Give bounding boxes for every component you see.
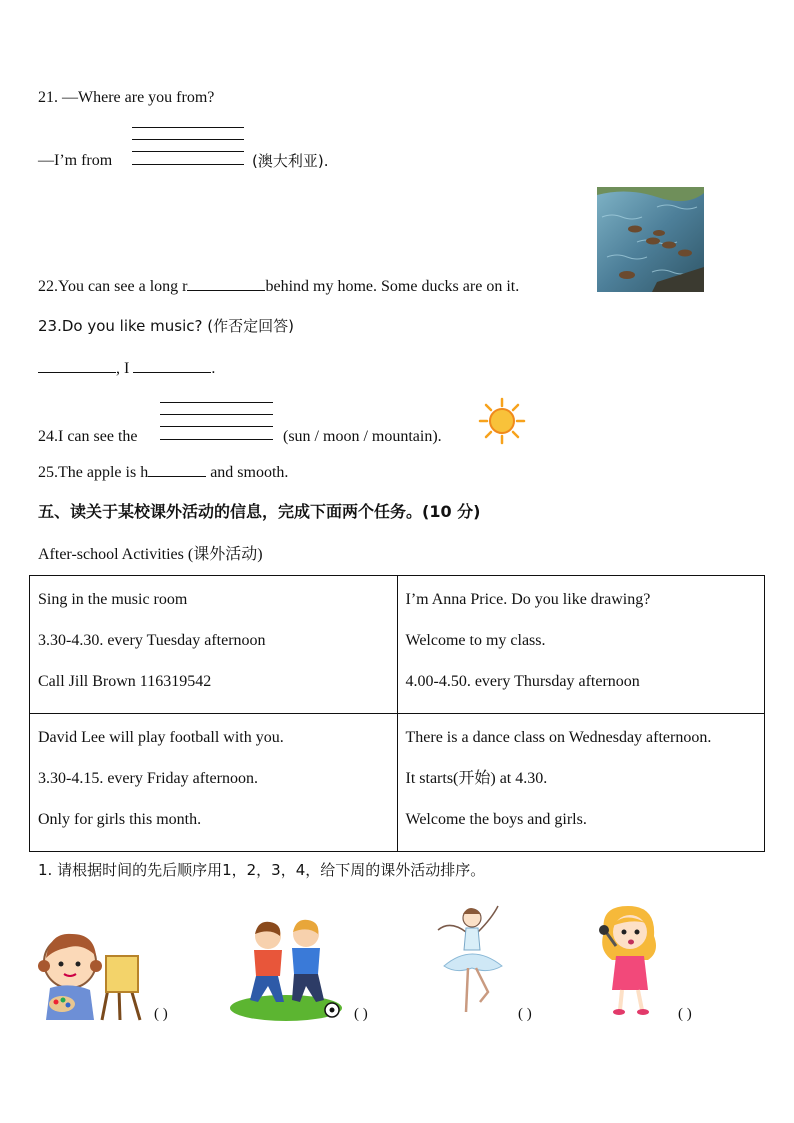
cell-line: Welcome the boys and girls. bbox=[405, 811, 587, 828]
q24-guide-line-3 bbox=[160, 426, 273, 427]
cell-line: Welcome to my class. bbox=[405, 632, 546, 649]
answer-paren-3[interactable]: ( ) bbox=[518, 1006, 532, 1022]
q22-text-before: 22.You can see a long r bbox=[38, 278, 188, 295]
q23-question: 23.Do you like music? (作否定回答) bbox=[38, 317, 294, 335]
q22-line bbox=[38, 276, 519, 297]
answer-paren-4[interactable]: ( ) bbox=[678, 1006, 692, 1022]
q21-guide-line-2 bbox=[132, 139, 244, 140]
q23-answer-line bbox=[38, 358, 215, 379]
q25-line bbox=[38, 462, 288, 483]
table-cell bbox=[30, 576, 398, 714]
cell-line: 3.30-4.30. every Tuesday afternoon bbox=[38, 632, 266, 649]
q23-blank-2[interactable] bbox=[133, 358, 211, 373]
table-row bbox=[30, 576, 765, 714]
q25-before: 25.The apple is h bbox=[38, 464, 149, 481]
q24-guide-line-1 bbox=[160, 402, 273, 403]
q23-end: . bbox=[211, 360, 216, 377]
q21-answer-line[interactable] bbox=[132, 164, 244, 165]
cell-line: There is a dance class on Wednesday afternoon. bbox=[405, 729, 712, 746]
q24-answer-line[interactable] bbox=[160, 439, 273, 440]
q21-hint: (澳大利亚). bbox=[252, 152, 329, 170]
cell-line: 3.30-4.15. every Friday afternoon. bbox=[38, 770, 258, 787]
q25-after: and smooth. bbox=[210, 464, 289, 481]
ballet-dancer-picture bbox=[430, 902, 516, 1018]
river-with-ducks-photo bbox=[597, 187, 704, 292]
cell-line: Call Jill Brown 116319542 bbox=[38, 673, 212, 690]
table-cell bbox=[397, 576, 765, 714]
q22-text-after: behind my home. Some ducks are on it. bbox=[265, 278, 520, 295]
q24-text: 24.I can see the bbox=[38, 428, 138, 445]
q25-blank[interactable] bbox=[148, 462, 206, 477]
q21-guide-line-3 bbox=[132, 151, 244, 152]
answer-paren-2[interactable]: ( ) bbox=[354, 1006, 368, 1022]
q23-separator: , I bbox=[116, 360, 130, 377]
boys-playing-football-picture bbox=[228, 916, 346, 1024]
q24-guide-line-2 bbox=[160, 414, 273, 415]
q23-blank-1[interactable] bbox=[38, 358, 116, 373]
q21-question: 21. —Where are you from? bbox=[38, 89, 215, 106]
cell-line: David Lee will play football with you. bbox=[38, 729, 284, 746]
section-five-heading: 五、读关于某校课外活动的信息，完成下面两个任务。(10 分) bbox=[38, 502, 481, 521]
q22-blank[interactable] bbox=[187, 276, 265, 291]
q24-hint: (sun / moon / mountain). bbox=[283, 428, 442, 445]
cell-line: 4.00-4.50. every Thursday afternoon bbox=[405, 673, 640, 690]
girl-drawing-picture bbox=[36, 928, 148, 1024]
activities-table bbox=[29, 575, 765, 852]
table-row bbox=[30, 714, 765, 852]
q21-guide-line-1 bbox=[132, 127, 244, 128]
answer-paren-1[interactable]: ( ) bbox=[154, 1006, 168, 1022]
sun-icon bbox=[478, 397, 526, 445]
table-cell bbox=[30, 714, 398, 852]
cell-line: Only for girls this month. bbox=[38, 811, 202, 828]
cell-line: Sing in the music room bbox=[38, 591, 188, 608]
cell-line: It starts(开始) at 4.30. bbox=[405, 770, 548, 787]
cell-line: I’m Anna Price. Do you like drawing? bbox=[405, 591, 651, 608]
task1-instruction: 1. 请根据时间的先后顺序用1，2，3，4，给下周的课外活动排序。 bbox=[38, 861, 486, 879]
table-cell bbox=[397, 714, 765, 852]
girl-singing-picture bbox=[590, 902, 672, 1018]
q21-answer-prefix: —I’m from bbox=[38, 152, 113, 169]
section-five-subheading: After-school Activities (课外活动) bbox=[38, 546, 263, 563]
